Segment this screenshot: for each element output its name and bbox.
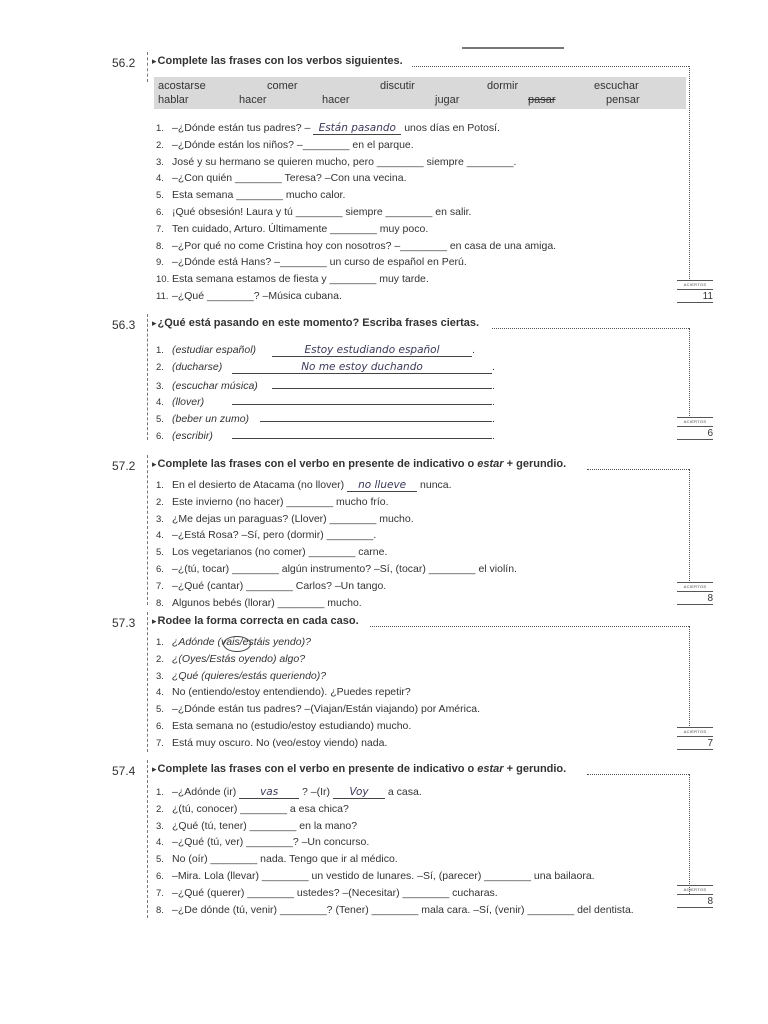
exercise-item: 4. –¿Con quién ________ Teresa? –Con una vecina. [156, 172, 407, 185]
exercise-item: 1. ¿Adónde (vais/estáis yendo)? [156, 636, 311, 648]
exercise-item: 4. (llover) . [156, 396, 495, 409]
section-56-2 [112, 54, 713, 302]
section-number: 57.3 [112, 616, 136, 630]
exercise-item: 2. ¿(Oyes/Estás oyendo) algo? [156, 652, 306, 665]
exercise-item: 7. Está muy oscuro. No (veo/estoy viendo) nada. [156, 736, 388, 749]
exercise-item: 7. –¿Qué (cantar) ________ Carlos? –Un tango. [156, 579, 387, 592]
section-title: ▸Rodee la forma correcta en cada caso. [152, 615, 359, 627]
exercise-item: 3. ¿Qué (quieres/estás queriendo)? [156, 669, 327, 682]
exercise-item: 3. ¿Qué (tú, tener) ________ en la mano? [156, 819, 358, 832]
exercise-item: 2. Este invierno (no hacer) ________ mucho frío. [156, 495, 389, 508]
dotted-rule [492, 328, 689, 329]
score-box: ACIERTOS 6 [677, 416, 713, 440]
dotted-rule-vertical [689, 66, 690, 281]
exercise-item: 3. ¿Me dejas un paraguas? (Llover) ________ mucho. [156, 512, 414, 525]
word-bank-item: dormir [487, 80, 519, 92]
exercise-item: 4. –¿Qué (tú, ver) ________? –Un concurso. [156, 836, 370, 849]
exercise-item: 1. (estudiar español) Estoy estudiando español . [156, 344, 475, 356]
answer-blank[interactable] [260, 411, 492, 422]
exercise-item: 7. Ten cuidado, Arturo. Últimamente ________ muy poco. [156, 222, 429, 235]
section-56-3 [112, 316, 713, 442]
section-57-2 [112, 457, 713, 609]
section-57-3 [112, 614, 713, 749]
exercise-item: 2. ¿(tú, conocer) ________ a esa chica? [156, 802, 349, 815]
section-marker [147, 455, 148, 605]
score-box: ACIERTOS 8 [677, 884, 713, 908]
word-bank-item: acostarse [158, 80, 206, 92]
exercise-item: 10. Esta semana estamos de fiesta y ________ muy tarde. [156, 273, 429, 286]
section-57-4 [112, 762, 713, 916]
score-total: 11 [677, 291, 713, 303]
exercise-list [156, 786, 634, 920]
handwritten-answer[interactable]: Voy [333, 786, 385, 799]
score-total: 6 [677, 428, 713, 440]
section-number: 56.2 [112, 56, 136, 70]
word-bank-item: hacer [322, 94, 350, 106]
answer-blank[interactable] [272, 378, 492, 389]
exercise-item: 9. –¿Dónde está Hans? –________ un curso de español en Perú. [156, 256, 467, 269]
dotted-rule [587, 469, 689, 470]
word-bank-item: hacer [239, 94, 267, 106]
section-number: 57.2 [112, 459, 136, 473]
section-number: 56.3 [112, 318, 136, 332]
circled-answer-mark [223, 636, 251, 652]
answer-blank[interactable] [232, 428, 492, 439]
exercise-item: 6. (escribir) . [156, 429, 495, 442]
handwritten-answer[interactable]: Están pasando [313, 122, 401, 135]
dotted-rule [370, 626, 689, 627]
answer-blank[interactable] [232, 394, 492, 405]
word-bank-item: jugar [435, 94, 460, 106]
exercise-item: 3. José y su hermano se quieren mucho, pero ________ siempre ________. [156, 155, 517, 168]
exercise-item: 11. –¿Qué ________? –Música cubana. [156, 289, 342, 302]
exercise-item: 5. Esta semana ________ mucho calor. [156, 189, 346, 202]
word-bank-item: pensar [606, 94, 640, 106]
exercise-item: 4. –¿Está Rosa? –Sí, pero (dormir) ________. [156, 529, 377, 542]
exercise-item: 6. ¡Qué obsesión! Laura y tú ________ siempre ________ en salir. [156, 205, 472, 218]
exercise-list [156, 122, 556, 307]
score-total: 7 [677, 738, 713, 750]
exercise-item: 5. No (oír) ________ nada. Tengo que ir al médico. [156, 853, 398, 866]
dotted-rule-vertical [689, 328, 690, 416]
score-box: ACIERTOS 11 [677, 279, 713, 303]
exercise-item: 3. (escuchar música) . [156, 379, 495, 392]
exercise-list [156, 479, 517, 613]
exercise-item: 2. –¿Dónde están los niños? –________ en el parque. [156, 138, 414, 151]
top-rule [462, 47, 564, 49]
word-bank-item: escuchar [594, 80, 639, 92]
section-marker [147, 760, 148, 918]
exercise-item: 5. Los vegetarianos (no comer) ________ carne. [156, 546, 388, 559]
word-bank [154, 77, 686, 109]
dotted-rule [412, 66, 689, 67]
exercise-item: 8. Algunos bebés (llorar) ________ mucho. [156, 596, 362, 609]
exercise-item: 7. –¿Qué (querer) ________ ustedes? –(Necesitar) ________ cucharas. [156, 886, 498, 899]
section-title: ▸Complete las frases con los verbos siguientes. [152, 55, 403, 67]
exercise-item: 4. No (entiendo/estoy entendiendo). ¿Puedes repetir? [156, 686, 411, 699]
exercise-item: 6. –Mira. Lola (llevar) ________ un vestido de lunares. –Sí, (parecer) ________ una bailaora. [156, 869, 595, 882]
exercise-list [156, 344, 495, 445]
section-number: 57.4 [112, 764, 136, 778]
handwritten-answer[interactable]: vas [239, 786, 299, 799]
dotted-rule-vertical [689, 774, 690, 894]
handwritten-answer[interactable]: No me estoy duchando [232, 361, 492, 374]
section-title: ▸Complete las frases con el verbo en presente de indicativo o estar + gerundio. [152, 458, 567, 470]
exercise-item: 5. (beber un zumo) . [156, 413, 495, 426]
exercise-item: 2. (ducharse) No me estoy duchando . [156, 360, 495, 373]
score-box: ACIERTOS 8 [677, 581, 713, 605]
section-title: ▸¿Qué está pasando en este momento? Escriba frases ciertas. [152, 317, 480, 329]
dotted-rule-vertical [689, 626, 690, 726]
exercise-item: 1. En el desierto de Atacama (no llover) no llueve nunca. [156, 479, 452, 491]
exercise-item: 8. –¿Por qué no come Cristina hoy con nosotros? –________ en casa de una amiga. [156, 239, 557, 252]
score-total: 8 [677, 593, 713, 605]
section-marker [147, 612, 148, 752]
word-bank-item-crossed: pasar [528, 94, 556, 106]
section-marker [147, 52, 148, 82]
score-box: ACIERTOS 7 [677, 726, 713, 750]
exercise-item: 1. –¿Dónde están tus padres? – Están pasando unos días en Potosí. [156, 122, 500, 134]
word-bank-item: hablar [158, 94, 189, 106]
handwritten-answer[interactable]: Estoy estudiando español [272, 344, 472, 357]
dotted-rule-vertical [689, 469, 690, 581]
exercise-item: 8. –¿De dónde (tú, venir) ________? (Tener) ________ mala cara. –Sí, (venir) ________ del dentista. [156, 903, 634, 916]
exercise-item: 5. –¿Dónde están tus padres? –(Viajan/Están viajando) por América. [156, 703, 480, 716]
exercise-list [156, 636, 480, 754]
exercise-item: 6. –¿(tú, tocar) ________ algún instrumento? –Sí, (tocar) ________ el violín. [156, 562, 517, 575]
exercise-item: 1. –¿Adónde (ir) vas ? –(Ir) Voy a casa. [156, 786, 422, 798]
word-bank-item: comer [267, 80, 298, 92]
word-bank-item: discutir [380, 80, 415, 92]
dotted-rule [587, 774, 689, 775]
section-title: ▸Complete las frases con el verbo en presente de indicativo o estar + gerundio. [152, 763, 567, 775]
exercise-item: 6. Esta semana no (estudio/estoy estudiando) mucho. [156, 719, 412, 732]
section-marker [147, 314, 148, 440]
handwritten-answer[interactable]: no llueve [347, 479, 417, 492]
score-total: 8 [677, 896, 713, 908]
